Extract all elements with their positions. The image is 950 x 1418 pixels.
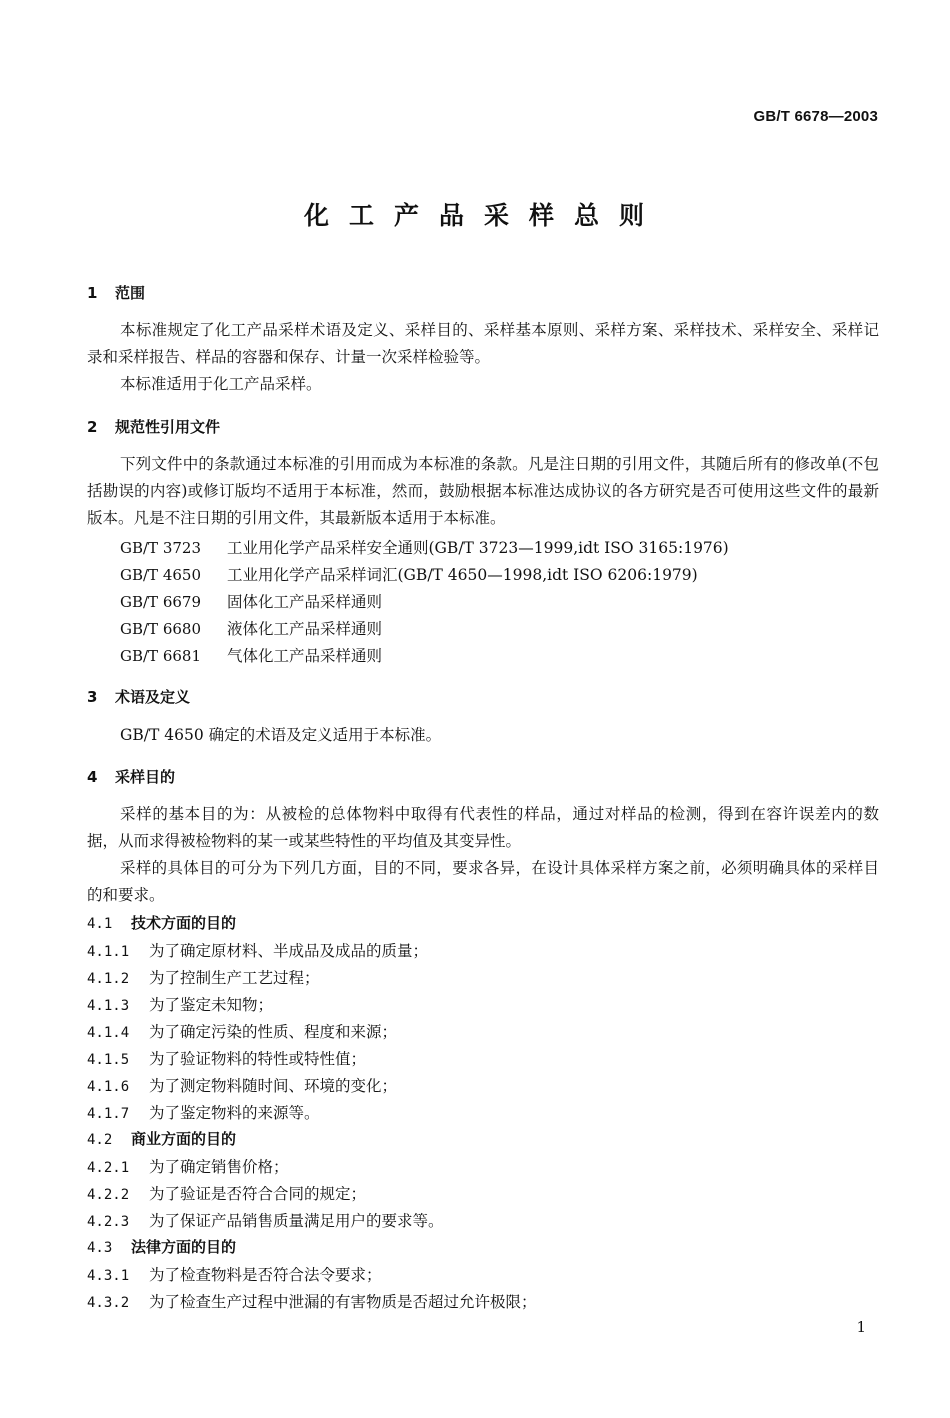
clause-text: 为了确定污染的性质、程度和来源； xyxy=(149,1023,398,1041)
page-number: 1 xyxy=(856,1318,866,1336)
clause-text: 为了控制生产工艺过程； xyxy=(149,969,320,987)
list-item xyxy=(87,1263,382,1285)
clause-text: 为了鉴定未知物； xyxy=(149,996,274,1014)
section-heading-normative-references xyxy=(87,416,220,437)
reference-item xyxy=(120,590,382,612)
clause-number: 4.3.1 xyxy=(87,1268,130,1284)
clause-text: 为了保证产品销售质量满足用户的要求等。 xyxy=(149,1212,444,1230)
list-item xyxy=(87,1182,366,1204)
clause-number: 4.2.1 xyxy=(87,1160,130,1176)
purpose-paragraph-2: 采样的具体目的可分为下列几方面，目的不同，要求各异，在设计具体采样方案之前，必须明确具体的采样目的和要求。 xyxy=(87,859,879,904)
subsection-number: 4.1 xyxy=(87,916,113,932)
clause-number: 4.2.2 xyxy=(87,1187,130,1203)
clause-number: 4.2.3 xyxy=(87,1214,130,1230)
subsection-title: 法律方面的目的 xyxy=(131,1238,237,1256)
subsection-heading-technical xyxy=(87,912,236,933)
clause-text: 为了确定销售价格； xyxy=(149,1158,289,1176)
section-number: 3 xyxy=(87,688,98,706)
clause-number: 4.1.2 xyxy=(87,971,130,987)
subsection-heading-legal xyxy=(87,1236,236,1257)
clause-text: 为了验证物料的特性或特性值； xyxy=(149,1050,367,1068)
subsection-number: 4.2 xyxy=(87,1132,113,1148)
list-item xyxy=(87,1290,537,1312)
reference-title: 气体化工产品采样通则 xyxy=(227,647,383,665)
list-item xyxy=(87,1074,397,1096)
section-number: 2 xyxy=(87,418,98,436)
subsection-heading-commercial xyxy=(87,1128,236,1149)
clause-number: 4.1.6 xyxy=(87,1079,130,1095)
document-title: 化工产品采样总则 xyxy=(303,201,664,230)
reference-title: 固体化工产品采样通则 xyxy=(227,593,383,611)
section-title: 术语及定义 xyxy=(115,688,191,706)
reference-item xyxy=(120,644,382,666)
section-number: 4 xyxy=(87,768,98,786)
section-heading-scope xyxy=(87,282,145,303)
scope-paragraph-1: 本标准规定了化工产品采样术语及定义、采样目的、采样基本原则、采样方案、采样技术、采样安全、采样记录和采样报告、样品的容器和保存、计量一次采样检验等。 xyxy=(87,321,879,366)
list-item xyxy=(87,1155,289,1177)
references-paragraph: 下列文件中的条款通过本标准的引用而成为本标准的条款。凡是注日期的引用文件，其随后所有的修改单(不包括勘误的内容)或修订版均不适用于本标准，然而，鼓励根据本标准达成协议的各方研究是否可使用这些文件的最新版本。凡是不注日期的引用文件，其最新版本适用于本标准。 xyxy=(87,455,879,527)
clause-number: 4.1.3 xyxy=(87,998,130,1014)
clause-text: 为了验证是否符合合同的规定； xyxy=(149,1185,367,1203)
standard-code: GB/T 6678—2003 xyxy=(753,108,878,125)
clause-number: 4.1.7 xyxy=(87,1106,130,1122)
reference-item xyxy=(120,536,729,558)
subsection-number: 4.3 xyxy=(87,1240,113,1256)
list-item xyxy=(87,1209,444,1231)
list-item xyxy=(87,939,428,961)
reference-code: GB/T 6680 xyxy=(120,620,202,638)
list-item xyxy=(87,1101,320,1123)
clause-number: 4.3.2 xyxy=(87,1295,130,1311)
scope-paragraph-2: 本标准适用于化工产品采样。 xyxy=(120,375,322,393)
list-item xyxy=(87,966,320,988)
clause-text: 为了检查物料是否符合法令要求； xyxy=(149,1266,382,1284)
reference-code: GB/T 4650 xyxy=(120,566,202,584)
clause-number: 4.1.5 xyxy=(87,1052,130,1068)
reference-code: GB/T 3723 xyxy=(120,539,202,557)
reference-item xyxy=(120,617,382,639)
clause-text: 为了确定原材料、半成品及成品的质量； xyxy=(149,942,429,960)
list-item xyxy=(87,1020,397,1042)
reference-item xyxy=(120,563,698,585)
clause-text: 为了测定物料随时间、环境的变化； xyxy=(149,1077,398,1095)
reference-title: 工业用化学产品采样词汇(GB/T 4650—1998,idt ISO 6206:1979) xyxy=(227,566,698,584)
subsection-title: 商业方面的目的 xyxy=(131,1130,237,1148)
clause-text: 为了检查生产过程中泄漏的有害物质是否超过允许极限； xyxy=(149,1293,537,1311)
reference-title: 液体化工产品采样通则 xyxy=(227,620,383,638)
reference-title: 工业用化学产品采样安全通则(GB/T 3723—1999,idt ISO 3165:1976) xyxy=(227,539,729,557)
section-heading-terms xyxy=(87,686,190,707)
subsection-title: 技术方面的目的 xyxy=(131,914,237,932)
clause-text: 为了鉴定物料的来源等。 xyxy=(149,1104,320,1122)
section-heading-sampling-purpose xyxy=(87,766,175,787)
section-title: 范围 xyxy=(115,284,146,302)
clause-number: 4.1.4 xyxy=(87,1025,130,1041)
terms-paragraph: GB/T 4650 确定的术语及定义适用于本标准。 xyxy=(120,726,442,744)
list-item xyxy=(87,993,273,1015)
reference-code: GB/T 6679 xyxy=(120,593,202,611)
section-title: 采样目的 xyxy=(115,768,176,786)
list-item xyxy=(87,1047,366,1069)
clause-number: 4.1.1 xyxy=(87,944,130,960)
section-number: 1 xyxy=(87,284,98,302)
purpose-paragraph-1: 采样的基本目的为：从被检的总体物料中取得有代表性的样品，通过对样品的检测，得到在容许误差内的数据，从而求得被检物料的某一或某些特性的平均值及其变异性。 xyxy=(87,805,879,850)
section-title: 规范性引用文件 xyxy=(115,418,221,436)
reference-code: GB/T 6681 xyxy=(120,647,202,665)
